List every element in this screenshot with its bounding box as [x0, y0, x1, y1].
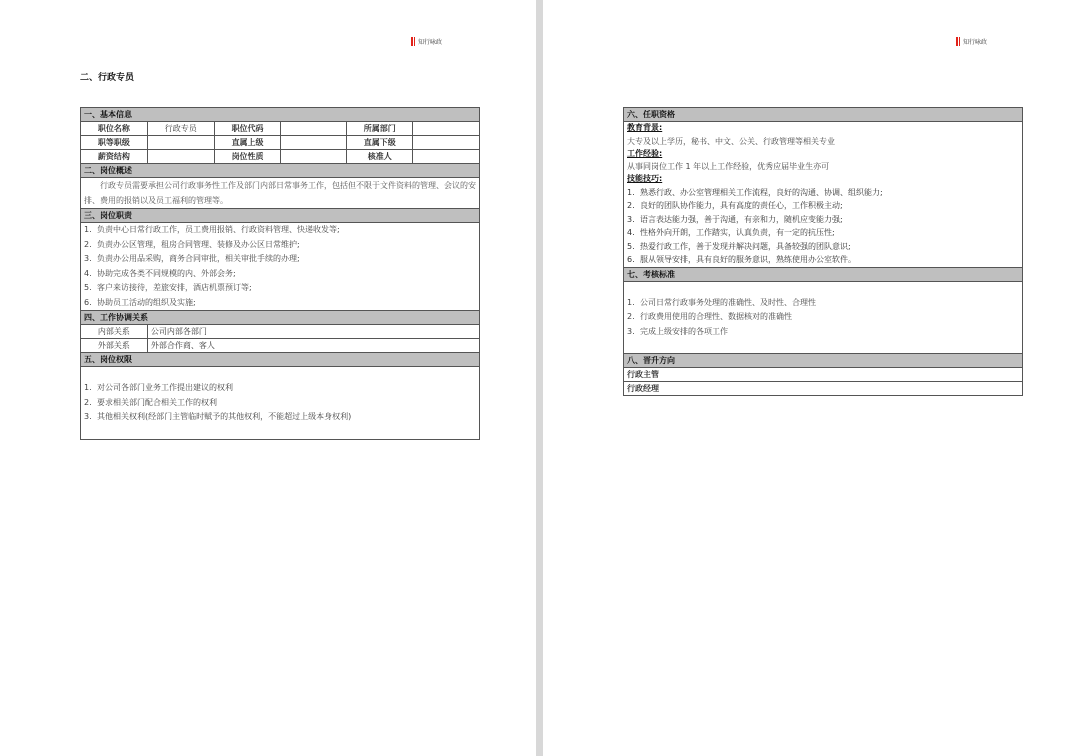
brand-name: 知行咏政	[418, 39, 443, 46]
document-page-2	[543, 0, 1080, 756]
overview-header: 二、岗位概述	[81, 164, 480, 178]
list-item: 5. 热爱行政工作，善于发现并解决问题，具备较强的团队意识;	[627, 241, 851, 251]
table-cell: 外部关系	[81, 339, 148, 353]
table-cell	[413, 150, 480, 164]
qualification-cell	[624, 122, 1023, 268]
authority-list	[81, 367, 480, 440]
document-page-1	[0, 0, 536, 756]
skills-label: 技能技巧:	[627, 174, 663, 183]
overview-cell	[81, 178, 480, 209]
table-cell	[147, 136, 214, 150]
brand-logo	[411, 37, 442, 46]
education-label: 教育背景:	[627, 123, 663, 132]
list-item: 2. 行政费用使用的合理性、数据核对的准确性	[627, 312, 792, 321]
table-cell: 核准人	[347, 150, 413, 164]
list-item: 2. 要求相关部门配合相关工作的权利	[84, 397, 217, 407]
table-cell: 内部关系	[81, 325, 148, 339]
coordination-header: 四、工作协调关系	[81, 311, 480, 325]
table-cell: 职位代码	[214, 122, 281, 136]
education-text: 大专及以上学历，秘书、中文、公关、行政管理等相关专业	[627, 136, 835, 146]
promotion-header: 八、晋升方向	[624, 354, 1023, 368]
table-cell: 直属上级	[214, 136, 281, 150]
logo-mark-icon	[956, 37, 960, 46]
table-cell	[413, 122, 480, 136]
list-item: 3. 负责办公用品采购，商务合同审批，相关审批手续的办理;	[84, 254, 300, 263]
brand-logo	[956, 37, 987, 46]
table-cell: 所属部门	[347, 122, 413, 136]
experience-label: 工作经验:	[627, 148, 663, 158]
list-item: 1. 熟悉行政、办公室管理相关工作流程，良好的沟通、协调、组织能力;	[627, 187, 883, 197]
promotion-item: 行政经理	[624, 382, 1023, 396]
brand-name: 知行咏政	[963, 39, 988, 46]
list-item: 3. 语言表达能力强，善于沟通，有亲和力，随机应变能力强;	[627, 214, 843, 224]
table-cell	[413, 136, 480, 150]
list-item: 6. 协助员工活动的组织及实施;	[84, 297, 196, 307]
qualification-header: 六、任职资格	[624, 108, 1023, 122]
section-title: 二、行政专员	[80, 73, 135, 83]
table-row	[81, 339, 480, 353]
table-cell	[281, 136, 347, 150]
authority-header: 五、岗位权限	[81, 353, 480, 367]
logo-mark-icon	[411, 37, 415, 46]
table-cell: 行政专员	[147, 122, 214, 136]
table-cell	[281, 122, 347, 136]
list-item: 2. 负责办公区管理，租房合同管理、装修及办公区日常维护;	[84, 239, 300, 249]
table-cell: 薪资结构	[81, 150, 148, 164]
table-row	[81, 136, 480, 150]
list-item: 1. 负责中心日常行政工作，员工费用报销、行政资料管理、快递收发等;	[84, 225, 340, 234]
list-item: 1. 公司日常行政事务处理的准确性、及时性、合理性	[627, 297, 816, 307]
table-cell: 岗位性质	[214, 150, 281, 164]
table-cell	[281, 150, 347, 164]
list-item: 4. 协助完成各类不同规模的内、外部会务;	[84, 268, 236, 278]
table-cell: 直属下级	[347, 136, 413, 150]
table-row	[81, 122, 480, 136]
experience-text: 从事同岗位工作 1 年以上工作经验，优秀应届毕业生亦可	[627, 162, 830, 171]
list-item: 3. 完成上级安排的各项工作	[627, 326, 728, 336]
overview-text: 行政专员需要承担公司行政事务性工作及部门内部日常事务工作，包括但不限于文件资料的管理、会议的安排、费用的报销以及员工福利的管理等。	[84, 181, 476, 205]
list-item: 2. 良好的团队协作能力，具有高度的责任心，工作积极主动;	[627, 201, 843, 210]
table-cell: 职位名称	[81, 122, 148, 136]
basic-info-header: 一、基本信息	[81, 108, 480, 122]
list-item: 4. 性格外向开朗，工作踏实，认真负责，有一定的抗压性;	[627, 228, 835, 237]
evaluation-list	[624, 281, 1023, 354]
table-row	[81, 150, 480, 164]
table-cell: 外部合作商、客人	[147, 339, 479, 353]
table-cell	[147, 150, 214, 164]
list-item: 5. 客户来访接待，差旅安排，酒店机票预订等;	[84, 283, 252, 292]
job-description-table	[80, 107, 480, 440]
table-cell: 职等职级	[81, 136, 148, 150]
list-item: 3. 其他相关权利(经部门主管临时赋予的其他权利，不能超过上级本身权利)	[84, 412, 352, 421]
table-cell: 公司内部各部门	[147, 325, 479, 339]
promotion-item: 行政主管	[624, 368, 1023, 382]
job-description-table-continued	[623, 107, 1023, 396]
table-row	[81, 325, 480, 339]
evaluation-header: 七、考核标准	[624, 267, 1023, 281]
list-item: 1. 对公司各部门业务工作提出建议的权利	[84, 383, 233, 392]
duties-header: 三、岗位职责	[81, 209, 480, 223]
list-item: 6. 服从领导安排，具有良好的服务意识，熟练使用办公室软件。	[627, 255, 856, 264]
duties-list	[81, 223, 480, 311]
